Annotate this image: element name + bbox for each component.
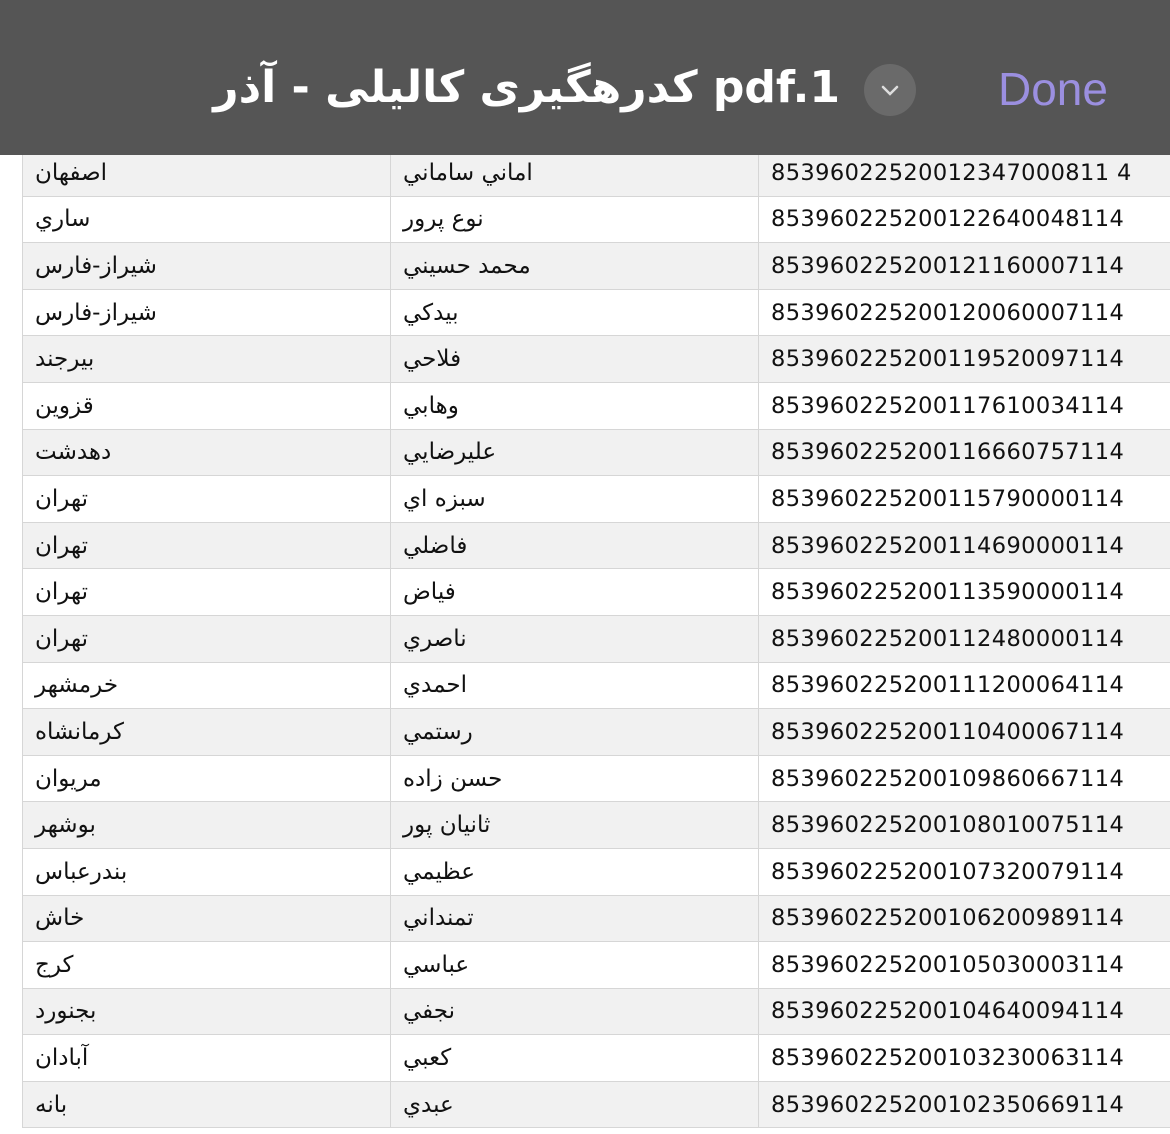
table-row — [22, 802, 1170, 849]
title-menu-button[interactable] — [864, 64, 916, 116]
city-cell: آبادان — [22, 1035, 390, 1081]
tracking-code-cell: 853960225200114690000114 — [758, 523, 1170, 569]
table-row — [22, 1035, 1170, 1082]
city-cell: كرج — [22, 942, 390, 988]
tracking-code-cell: 853960225200112480000114 — [758, 616, 1170, 662]
table-row — [22, 989, 1170, 1036]
table-row — [22, 1082, 1170, 1129]
tracking-code-cell: 853960225200113590000114 — [758, 569, 1170, 615]
city-cell: بيرجند — [22, 336, 390, 382]
name-cell: عبدي — [390, 1082, 758, 1128]
table-row — [22, 197, 1170, 244]
city-cell: شيراز-فارس — [22, 243, 390, 289]
city-cell: بوشهر — [22, 802, 390, 848]
viewer-header — [0, 0, 1170, 155]
city-cell: مريوان — [22, 756, 390, 802]
name-cell: ثانيان پور — [390, 802, 758, 848]
done-button[interactable]: Done — [998, 63, 1108, 115]
name-cell: محمد حسيني — [390, 243, 758, 289]
name-cell: بيدكي — [390, 290, 758, 336]
city-cell: تهران — [22, 523, 390, 569]
tracking-code-cell: 853960225200117610034114 — [758, 383, 1170, 429]
city-cell: ساري — [22, 197, 390, 243]
table-row — [22, 942, 1170, 989]
tracking-code-cell: 853960225200102350669114 — [758, 1082, 1170, 1128]
city-cell: بجنورد — [22, 989, 390, 1035]
tracking-code-cell: 853960225200106200989114 — [758, 896, 1170, 942]
name-cell: ناصري — [390, 616, 758, 662]
tracking-code-cell: 853960225200119520097114 — [758, 336, 1170, 382]
city-cell: تهران — [22, 616, 390, 662]
tracking-code-cell: 853960225200122640048114 — [758, 197, 1170, 243]
chevron-down-icon — [878, 78, 902, 102]
name-cell: كعبي — [390, 1035, 758, 1081]
tracking-code-cell: 853960225200108010075114 — [758, 802, 1170, 848]
table-row — [22, 849, 1170, 896]
name-cell: اماني ساماني — [390, 150, 758, 196]
name-cell: نجفي — [390, 989, 758, 1035]
table-row — [22, 756, 1170, 803]
document-title[interactable]: کدرهگیری کالیلی - آذر pdf.1 — [213, 62, 840, 113]
tracking-code-cell: 853960225200103230063114 — [758, 1035, 1170, 1081]
name-cell: فاضلي — [390, 523, 758, 569]
city-cell: خرمشهر — [22, 663, 390, 709]
table-row — [22, 523, 1170, 570]
table-row — [22, 569, 1170, 616]
city-cell: بانه — [22, 1082, 390, 1128]
name-cell: رستمي — [390, 709, 758, 755]
table-row — [22, 290, 1170, 337]
table-row — [22, 476, 1170, 523]
tracking-code-cell: 853960225200121160007114 — [758, 243, 1170, 289]
city-cell: اصفهان — [22, 150, 390, 196]
name-cell: سبزه اي — [390, 476, 758, 522]
table-row — [22, 383, 1170, 430]
name-cell: وهابي — [390, 383, 758, 429]
city-cell: تهران — [22, 476, 390, 522]
city-cell: تهران — [22, 569, 390, 615]
tracking-code-cell: 853960225200104640094114 — [758, 989, 1170, 1035]
table-row — [22, 896, 1170, 943]
tracking-code-cell: 853960225200110400067114 — [758, 709, 1170, 755]
tracking-code-cell: 853960225200116660757114 — [758, 430, 1170, 476]
table-row — [22, 243, 1170, 290]
city-cell: بندرعباس — [22, 849, 390, 895]
table-row — [22, 709, 1170, 756]
table-row — [22, 663, 1170, 710]
table-row — [22, 430, 1170, 477]
table-row — [22, 616, 1170, 663]
tracking-code-cell: 853960225200109860667114 — [758, 756, 1170, 802]
city-cell: قزوين — [22, 383, 390, 429]
city-cell: خاش — [22, 896, 390, 942]
city-cell: كرمانشاه — [22, 709, 390, 755]
name-cell: فياض — [390, 569, 758, 615]
name-cell: احمدي — [390, 663, 758, 709]
tracking-code-cell: 853960225200115790000114 — [758, 476, 1170, 522]
name-cell: عباسي — [390, 942, 758, 988]
name-cell: نوع پرور — [390, 197, 758, 243]
tracking-code-cell: 853960225200107320079114 — [758, 849, 1170, 895]
city-cell: شيراز-فارس — [22, 290, 390, 336]
name-cell: فلاحي — [390, 336, 758, 382]
name-cell: عليرضايي — [390, 430, 758, 476]
tracking-code-cell: 853960225200105030003114 — [758, 942, 1170, 988]
name-cell: عظيمي — [390, 849, 758, 895]
city-cell: دهدشت — [22, 430, 390, 476]
table-row — [22, 150, 1170, 197]
tracking-code-cell: 853960225200111200064114 — [758, 663, 1170, 709]
tracking-code-cell: 85396022520012347000811 4 — [758, 150, 1170, 196]
name-cell: تمنداني — [390, 896, 758, 942]
table-row — [22, 336, 1170, 383]
data-table — [22, 150, 1170, 1128]
name-cell: حسن زاده — [390, 756, 758, 802]
tracking-code-cell: 853960225200120060007114 — [758, 290, 1170, 336]
